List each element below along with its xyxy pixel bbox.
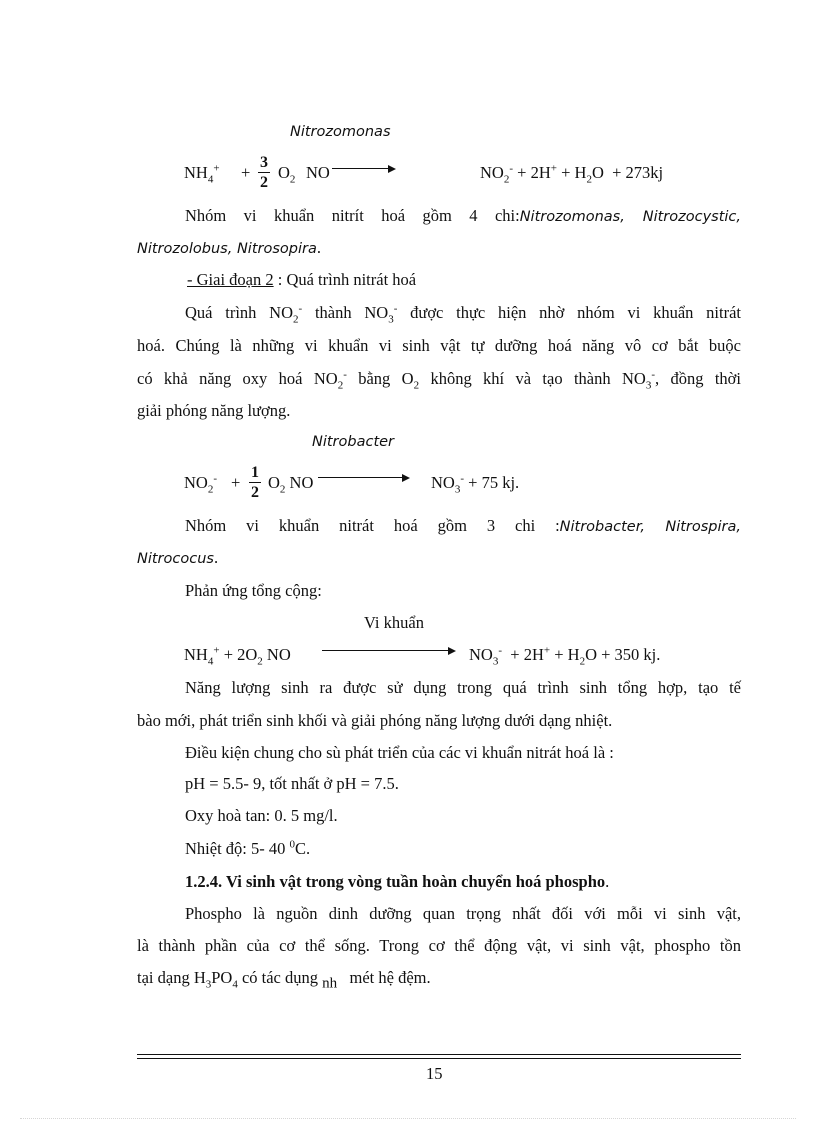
eq2-lhs-no2: $NO_2^-$	[184, 472, 218, 496]
p4-line1: Năng lượng sinh ra được sử dụng trong quá trình sinh tổng hợp, tạo tế	[185, 678, 741, 697]
eq1-catalyst-label: Nitrozomonas	[290, 124, 391, 140]
eq1-fraction-denominator: 2	[260, 174, 268, 191]
p5-line2: là thành phần của cơ thể sống. Trong cơ thể động vật, vi sinh vật, phospho tồn	[137, 936, 741, 955]
total-products: $NO_3^- + 2H^+ + H_2O + 350$ kj.	[469, 644, 661, 668]
page-number: 15	[426, 1064, 443, 1083]
eq1-o2: $O_2$	[278, 163, 296, 186]
total-reaction-heading: Phản ứng tổng cộng:	[185, 581, 322, 600]
footer-rule-bottom	[137, 1058, 741, 1059]
total-catalyst-label: Vi khuẩn	[364, 613, 424, 632]
p3-line2: Nitrococus.	[137, 548, 219, 567]
p2-line1: Quá trình $NO_2^-$ thành $NO_3^-$ được thực hiện nhờ nhóm vi khuẩn nitrát	[185, 302, 741, 326]
p2-line3: có khả năng oxy hoá $NO_2^-$ bằng $O_2$ không khí và tạo thành $NO_3^-$, đồng thời	[137, 368, 741, 392]
total-reaction-arrow	[322, 650, 454, 651]
conditions-intro: Điều kiện chung cho sù phát triển của các vi khuẩn nitrát hoá là :	[185, 743, 614, 762]
eq2-reaction-arrow	[318, 477, 408, 478]
conditions-oxygen: Oxy hoà tan: 0. 5 mg/l.	[185, 806, 338, 825]
eq2-catalyst-label: Nitrobacter	[312, 434, 395, 450]
eq1-products: $NO_2^- + 2H^+ + H_2O + 273kj$	[480, 162, 664, 186]
p2-line2: hoá. Chúng là những vi khuẩn vi sinh vật tự dưỡng hoá năng vô cơ bắt buộc	[137, 336, 741, 355]
p2-line4: giải phóng năng lượng.	[137, 401, 291, 420]
eq1-lhs-nh4: $NH_4^+$	[184, 162, 220, 186]
eq1-fraction-numerator: 3	[260, 154, 268, 171]
p1-line1: Nhóm vi khuẩn nitrít hoá gồm 4 chi:Nitrozomonas, Nitrozocystic,	[185, 206, 742, 225]
total-lhs: $NH_4^+ + 2O_2$ NO	[184, 644, 291, 668]
p4-line2: bào mới, phát triển sinh khối và giải phóng năng lượng dưới dạng nhiệt.	[137, 711, 613, 730]
p3-line1: Nhóm vi khuẩn nitrát hoá gồm 3 chi :Nitrobacter, Nitrospira,	[185, 516, 741, 535]
p5-line3: tại dạng $H_3PO_4$ có tác dụng $_{nh}$ mét hệ đệm.	[137, 968, 431, 992]
p1-line2: Nitrozolobus, Nitrosopira.	[137, 238, 321, 257]
eq1-reaction-arrow	[332, 168, 394, 169]
eq2-plus: +	[231, 473, 241, 492]
stage2-heading: - Giai đoạn 2 : Quá trình nitrát hoá	[187, 270, 417, 289]
eq2-fraction-numerator: 1	[251, 464, 259, 481]
eq2-o2-no: $O_2$ NO	[268, 473, 314, 496]
eq1-plus: +	[241, 163, 251, 182]
eq1-fraction-bar	[258, 172, 270, 173]
page-edge-dotted-line	[20, 1118, 796, 1119]
footer-rule-top	[137, 1054, 741, 1055]
eq2-products: $NO_3^- + 75$ kj.	[431, 472, 520, 496]
eq2-fraction-denominator: 2	[251, 484, 259, 501]
eq1-no: NO	[306, 163, 330, 182]
p5-line1: Phospho là nguồn dinh dưỡng quan trọng nhất đối với mỗi vi sinh vật,	[185, 904, 741, 923]
conditions-ph: pH = 5.5- 9, tốt nhất ở pH = 7.5.	[185, 774, 399, 793]
eq2-fraction-bar	[249, 482, 261, 483]
conditions-temperature: Nhiệt độ: 5- 40 $^0$C.	[185, 838, 311, 858]
section-heading: 1.2.4. Vi sinh vật trong vòng tuần hoàn chuyển hoá phospho.	[185, 872, 610, 891]
